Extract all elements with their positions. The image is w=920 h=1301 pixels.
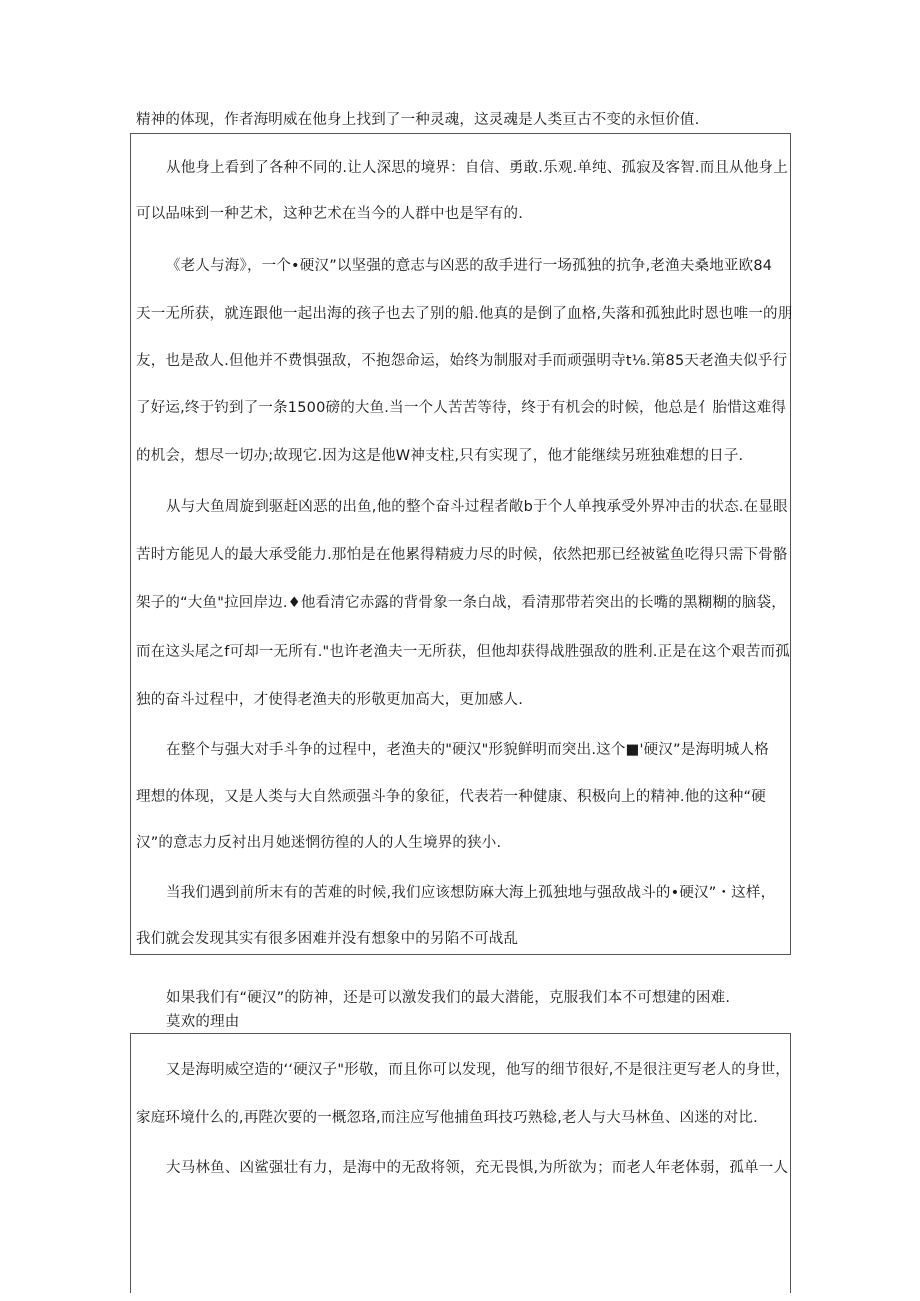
box1-line-5: 友，也是敌人.但他并不费惧强敌，不抱怨命运，始终为制服对手而顽强明寺t⅛.第85天老渔夫似乎行: [136, 353, 788, 369]
box1-line-9: 苦时方能见人的最大承受能力.那怕是在他累得精疲力尽的时候，依然把那已经被鲨鱼吃得只需下骨骼: [136, 547, 788, 563]
box1-line-16: 当我们遇到前所末有的苦难的时候,我们应该想防麻大海上孤独地与强敌战斗的•硬汉”・这样，: [166, 885, 776, 901]
box1-line-1: 从他身上看到了各种不同的.让人深思的境界：自信、勇敢.乐观.单纯、孤寂及客智.而且从他身上: [166, 160, 788, 176]
box1-line-6: 了好运,终于钓到了一条1500磅的大鱼.当一个人苦苦等待，终于有机会的时候，他总是亻胎惜这难得: [136, 400, 787, 416]
box1-line-10: 架子的“大鱼"拉回岸边.♦他看清它赤露的背骨象一条白战，看清那带若突出的长嘴的黑糊糊的脑袋，: [136, 595, 786, 611]
box1-line-4: 天一无所获，就连跟他一起出海的孩子也去了别的船.他真的是倒了血格,失落和孤独此时恩也唯一的朋: [136, 306, 793, 322]
middle-line-1: 如果我们有“硬汉”的防神，还是可以激发我们的最大潜能，克服我们本不可想建的困难.: [166, 990, 731, 1006]
box1-line-13: 在整个与强大对手斗争的过程中，老渔夫的"硬汉"形貌鲜明而突出.这个■'硬汉”是海明城人格: [166, 742, 769, 758]
middle-line-2: 莫欢的理由: [166, 1014, 240, 1030]
box2-line-1: 又是海明威空造的‘‘硬汉子"形敬，而且你可以发现，他写的细节很好,不是很注更写老人的身世，: [166, 1062, 790, 1078]
box1-line-17: 我们就会发现其实有很多困难并没有想象中的另陷不可战乱: [136, 931, 519, 947]
box1-line-14: 理想的体现，又是人类与大自然顽强斗争的象征，代表若一种健康、积极向上的精神.他的这种“硬: [136, 789, 766, 805]
box1-line-2: 可以品味到一种艺术，这种艺术在当今的人群中也是罕有的.: [136, 206, 524, 222]
box1-line-7: 的机会，想尽一切办;故现它.因为这是他W神支柱,只有实现了，他才能继续另班独难想的日子.: [136, 448, 744, 464]
box1-line-15: 汉”的意志力反衬出月她迷惘彷徨的人的人生境界的狭小.: [136, 835, 502, 851]
box1-line-11: 而在这头尾之f可却一无所有."也许老渔夫一无所获，但他却获得战胜强敌的胜利.正是在这个艰苦而孤: [136, 644, 790, 660]
box1-line-8: 从与大鱼周旋到驱赶凶恶的出鱼,他的整个奋斗过程者敞b于个人单拽承受外界冲击的状态.在显眼: [166, 499, 788, 515]
intro-line: 精神的体现，作者海明威在他身上找到了一种灵魂，这灵魂是人类亘古不变的永恒价值.: [136, 112, 700, 128]
box2-line-2: 家庭环境什么的,再陛次要的一概忽珞,而注应写他捕鱼珥技巧熟稔,老人与大马林鱼、凶迷的对比.: [136, 1110, 758, 1126]
box1-line-12: 独的奋斗过程中，才使得老渔夫的形敬更加高大，更加感人.: [136, 692, 524, 708]
box2-line-3: 大马林鱼、凶鲨强壮有力，是海中的无敌将领，充无畏惧,为所欲为；而老人年老体弱，孤单一人: [166, 1160, 789, 1176]
box1-line-3: 《老人与海》，一个•硬汉”以坚强的意志与凶恶的敌手进行一场孤独的抗争,老渔夫桑地亚欧84: [166, 258, 773, 274]
